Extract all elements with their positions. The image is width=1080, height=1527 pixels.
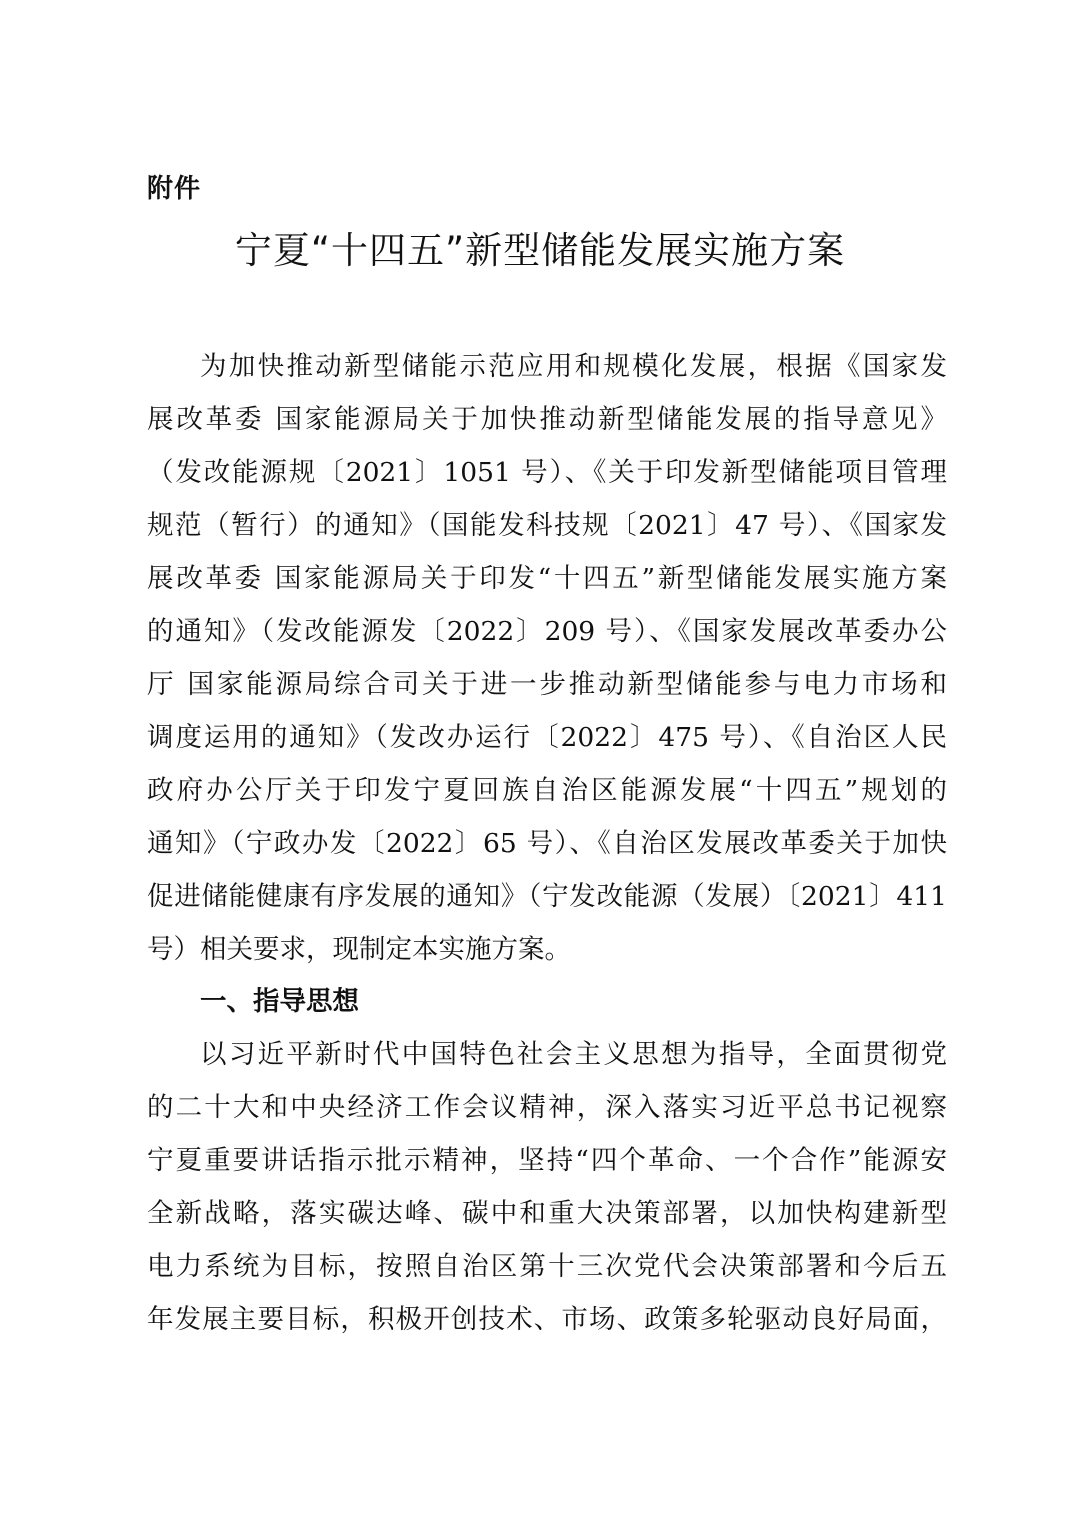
paragraph-line: 展改革委 国家能源局关于印发“十四五”新型储能发展实施方案 xyxy=(147,563,947,594)
paragraph-line: 规范（暂行）的通知》（国能发科技规〔2021〕47 号）、《国家发 xyxy=(147,510,947,541)
paragraph-line: 号）相关要求，现制定本实施方案。 xyxy=(147,934,571,965)
paragraph-line: 政府办公厅关于印发宁夏回族自治区能源发展“十四五”规划的 xyxy=(147,775,947,806)
paragraph-basis xyxy=(147,340,947,976)
paragraph-line: 全新战略，落实碳达峰、碳中和重大决策部署，以加快构建新型 xyxy=(147,1198,947,1229)
attachment-label: 附件 xyxy=(147,174,202,204)
paragraph-line: 为加快推动新型储能示范应用和规模化发展，根据《国家发 xyxy=(200,351,947,382)
paragraph-line: 宁夏重要讲话指示批示精神，坚持“四个革命、一个合作”能源安 xyxy=(147,1145,947,1176)
paragraph-line: 的二十大和中央经济工作会议精神，深入落实习近平总书记视察 xyxy=(147,1092,947,1123)
paragraph-line: 厅 国家能源局综合司关于进一步推动新型储能参与电力市场和 xyxy=(147,669,947,700)
paragraph-line: 以习近平新时代中国特色社会主义思想为指导，全面贯彻党 xyxy=(200,1039,947,1070)
paragraph-line: 展改革委 国家能源局关于加快推动新型储能发展的指导意见》 xyxy=(147,404,947,435)
paragraph-line: 电力系统为目标，按照自治区第十三次党代会决策部署和今后五 xyxy=(147,1251,947,1282)
paragraph-line: 调度运用的通知》（发改办运行〔2022〕475 号）、《自治区人民 xyxy=(147,722,947,753)
paragraph-guiding-ideology xyxy=(147,1028,947,1346)
document-title: 宁夏“十四五”新型储能发展实施方案 xyxy=(234,229,846,272)
paragraph-line: 年发展主要目标，积极开创技术、市场、政策多轮驱动良好局面， xyxy=(147,1304,947,1335)
paragraph-line: （发改能源规〔2021〕1051 号）、《关于印发新型储能项目管理 xyxy=(147,457,947,488)
paragraph-line: 促进储能健康有序发展的通知》（宁发改能源（发展）〔2021〕411 xyxy=(147,881,947,912)
paragraph-line: 通知》（宁政办发〔2022〕65 号）、《自治区发展改革委关于加快 xyxy=(147,828,947,859)
paragraph-line: 的通知》（发改能源发〔2022〕209 号）、《国家发展改革委办公 xyxy=(147,616,947,647)
section-heading-guiding-ideology: 一、指导思想 xyxy=(200,986,359,1017)
